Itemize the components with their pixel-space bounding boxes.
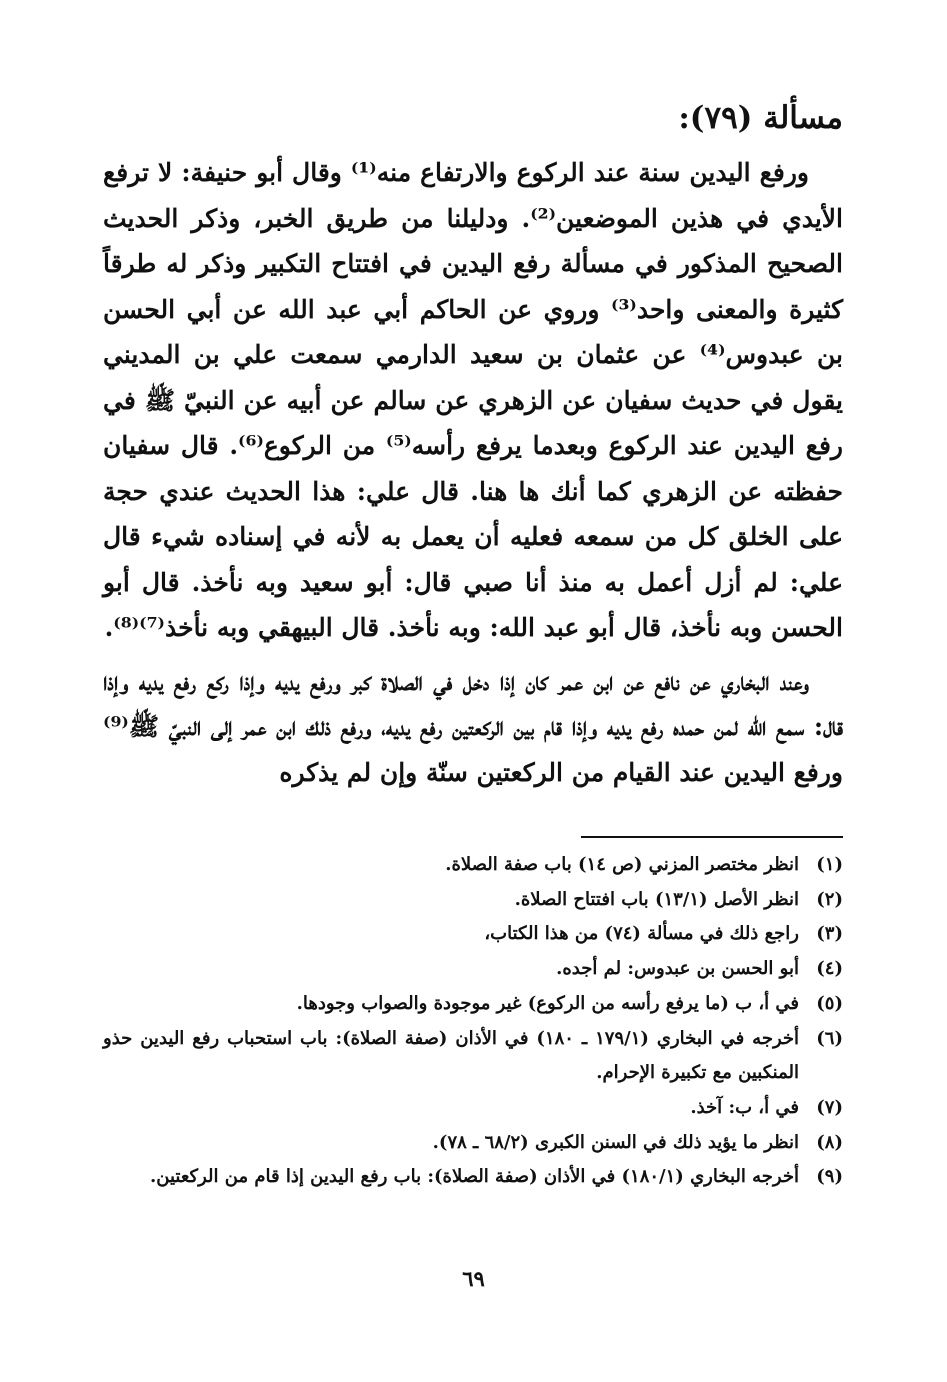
issue-heading: مسألة (٧٩): bbox=[678, 100, 843, 136]
footnote-number: (٤) bbox=[816, 958, 843, 980]
footnotes bbox=[103, 848, 843, 1195]
footnote-text: أخرجه في البخاري (١٧٩/١ ـ ١٨٠) في الأذان (صفة الصلاة): باب استحباب رفع اليدين حذو المنكبين مع تكبيرة الإحرام. bbox=[103, 1027, 800, 1084]
footnote bbox=[103, 917, 843, 952]
footnote-text: أبو الحسن بن عبدوس: لم أجده. bbox=[556, 958, 799, 980]
footnote-text: انظر الأصل (١٣/١) باب افتتاح الصلاة. bbox=[514, 888, 799, 910]
footnote-number: (٨) bbox=[816, 1131, 843, 1153]
footnote bbox=[103, 1126, 843, 1161]
footnote-number: (٥) bbox=[816, 992, 843, 1014]
footnote bbox=[103, 952, 843, 987]
footnote-number: (٩) bbox=[816, 1166, 843, 1188]
footnote bbox=[103, 848, 843, 883]
footnote-number: (١) bbox=[816, 854, 843, 875]
footnote-number: (٢) bbox=[816, 888, 843, 910]
footnote-number: (٧) bbox=[816, 1096, 843, 1118]
paragraph: ورفع اليدين سنة عند الركوع والارتفاع منه⁽¹⁾ وقال أبو حنيفة: لا ترفع الأيدي في هذين الموضعين⁽²⁾. ودليلنا من طريق الخبر، وذكر الحديث الصحيح المذكور في مسألة رفع اليدين في افتتاح التكبير وذكر له طرقاً كثيرة والمعنى واحد⁽³⁾ وروي عن الحاكم أبي عبد الله عن أبي الحسن بن عبدوس⁽⁴⁾ عن عثمان بن سعيد الدارمي سمعت علي بن المديني يقول في حديث سفيان عن الزهري عن سالم عن أبيه عن النبيّ ﷺ في رفع اليدين عند الركوع وبعدما يرفع رأسه⁽⁵⁾ من الركوع⁽⁶⁾. قال سفيان حفظته عن الزهري كما أنك ها هنا. قال علي: هذا الحديث عندي حجة على الخلق كل من سمعه فعليه أن يعمل به لأنه في إسناده شيء قال علي: لم أزل أعمل به منذ أنا صبي قال: أبو سعيد وبه نأخذ. قال أبو الحسن وبه نأخذ، قال أبو عبد الله: وبه نأخذ. قال البيهقي وبه نأخذ⁽⁷⁾⁽⁸⁾. bbox=[103, 158, 844, 642]
footnote bbox=[103, 1160, 843, 1195]
footnote-text: أخرجه البخاري (١٨٠/١) في الأذان (صفة الصلاة): باب رفع اليدين إذا قام من الركعتين. bbox=[150, 1166, 799, 1188]
main-text bbox=[103, 150, 843, 795]
footnote bbox=[103, 1022, 843, 1091]
footnote-text: انظر مختصر المزني (ص ١٤) باب صفة الصلاة. bbox=[445, 854, 799, 875]
footnote-number: (٦) bbox=[816, 1027, 843, 1049]
footnote bbox=[103, 1091, 843, 1126]
footnote-text: في أ، ب (ما يرفع رأسه من الركوع) غير موجودة والصواب وجودها. bbox=[296, 992, 799, 1014]
paragraph: وعند البخاري عن نافع عن ابن عمر كان إذا دخل في الصلاة كبر ورفع يديه وإذا ركع رفع يديه وإذا قال: سمع الله لمن حمده رفع يديه وإذا قام بين الركعتين رفع يديه، ورفع ذلك ابن عمر إلى النبيّ ﷺ⁽⁹⁾ ورفع اليدين عند القيام من الركعتين سنّة وإن لم يذكره bbox=[103, 666, 843, 787]
footnote-number: (٣) bbox=[816, 923, 843, 945]
footnote-divider bbox=[581, 836, 843, 838]
footnote-text: في أ، ب: آخذ. bbox=[690, 1096, 799, 1118]
footnote bbox=[103, 883, 843, 918]
footnote bbox=[103, 987, 843, 1022]
footnote-text: راجع ذلك في مسألة (٧٤) من هذا الكتاب، bbox=[484, 923, 799, 945]
page-number: ٦٩ bbox=[462, 1266, 485, 1291]
footnote-text: انظر ما يؤيد ذلك في السنن الكبرى (٦٨/٢ ـ ٧٨). bbox=[432, 1131, 799, 1153]
